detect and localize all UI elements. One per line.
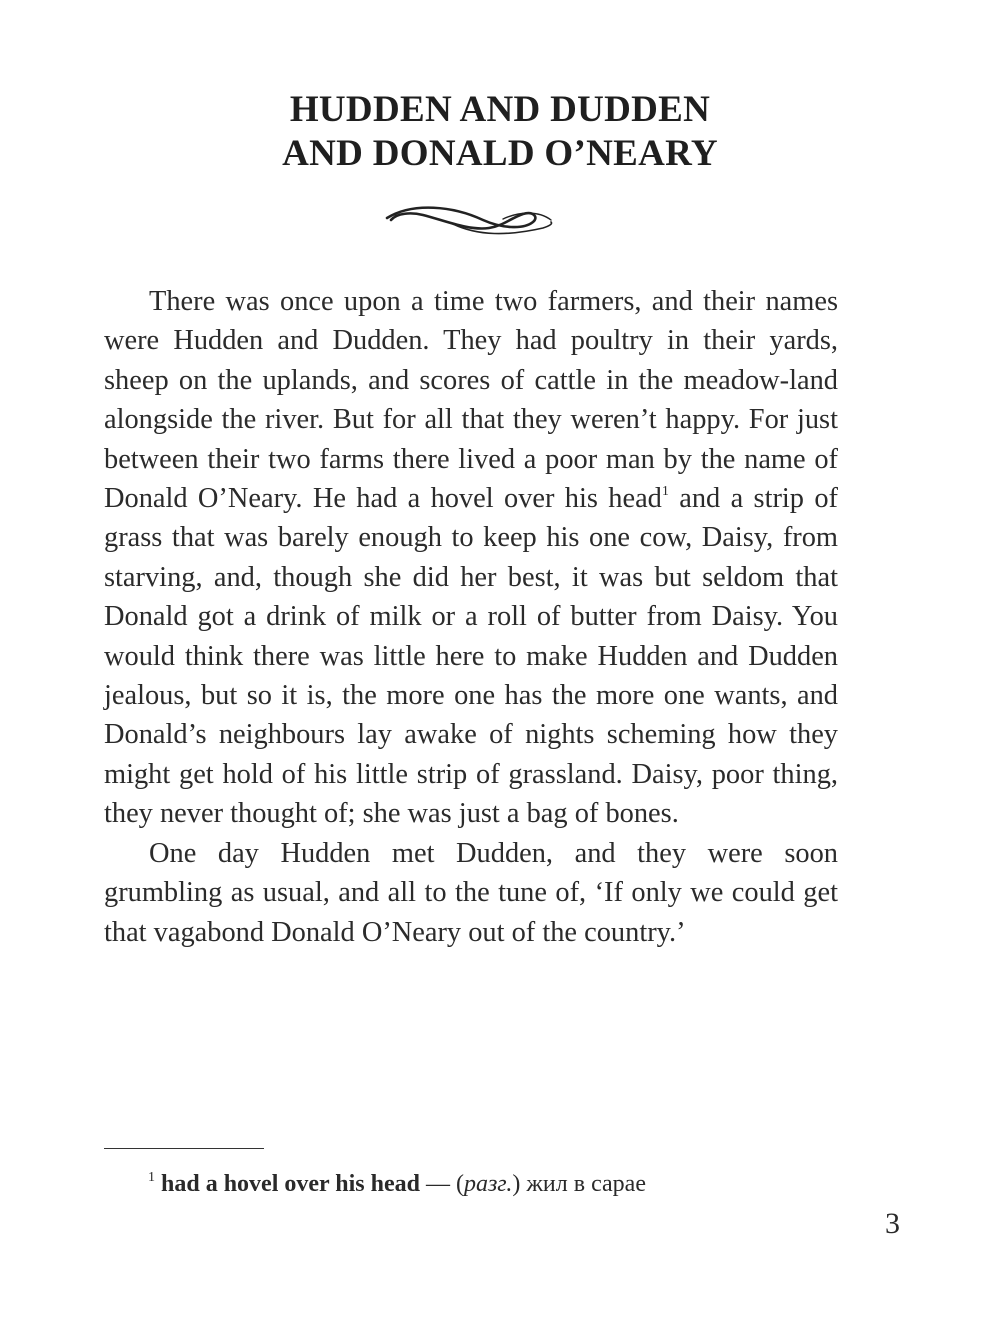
footnote-dash: — ( <box>419 1171 464 1197</box>
paragraph <box>104 282 838 834</box>
footnote-abbreviation: разг. <box>463 1171 513 1197</box>
footnote-translation: ) жил в сарае <box>512 1171 646 1197</box>
paragraph-1-text-b: and a strip of grass that was barely enough to keep his one cow, Daisy, from starving, and, though she did her best, it was but seldom that Donald got a drink of milk or a roll of butter from Daisy. You would think there was little here to make Hudden and Dudden jealous, but so it is, the more one has the more one wants, and Donald’s neighbours lay awake of nights scheming how they might get hold of his little strip of grassland. Daisy, poor thing, they never thought of; she was just a bag of bones. <box>104 483 839 830</box>
footnote-reference[interactable]: 1 <box>661 484 669 500</box>
footnote-term: had a hovel over his head <box>161 1171 420 1197</box>
chapter-title <box>0 88 1000 176</box>
chapter-title-line-2: AND DONALD O’NEARY <box>282 133 718 174</box>
footnote-divider <box>104 1148 264 1149</box>
paragraph-1-text-a: There was once upon a time two farmers, and their names were Hudden and Dudden. They had poultry in their yards, sheep on the uplands, and scores of cattle in the meadow-land alongside the river. But for all that they weren’t happy. For just between their two farms there lived a poor man by the name of Donald O’Neary. He had a hovel over his head <box>104 286 838 515</box>
footnote <box>148 1162 848 1200</box>
decorative-swash-ornament-icon <box>383 198 555 242</box>
chapter-title-line-1: HUDDEN AND DUDDEN <box>289 89 711 130</box>
paragraph: One day Hudden met Dudden, and they were soon grumbling as usual, and all to the tune of, ‘If only we could get that vagabond Donald O’Neary out of the country.’ <box>104 837 838 948</box>
page-number: 3 <box>885 1207 900 1240</box>
footnote-number: 1 <box>148 1170 155 1185</box>
body-text <box>104 282 838 952</box>
